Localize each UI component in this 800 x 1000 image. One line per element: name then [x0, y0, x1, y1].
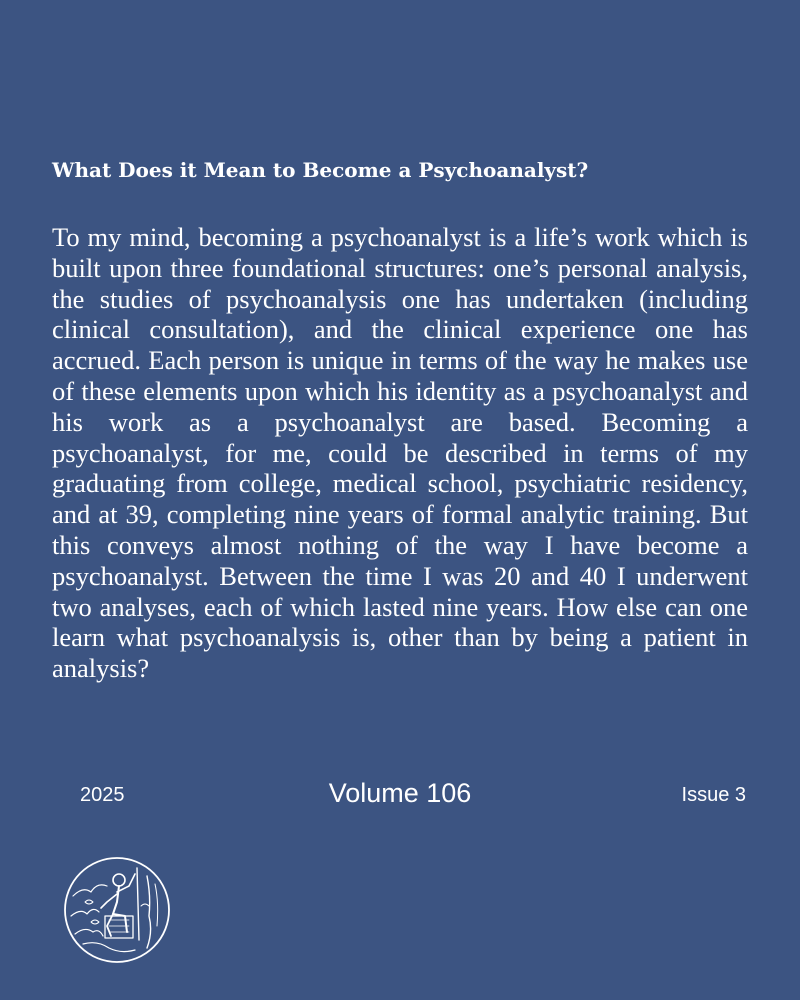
issue-label: Issue 3	[681, 784, 746, 806]
volume-label: Volume 106	[328, 778, 472, 808]
article-body: To my mind, becoming a psychoanalyst is a life’s work which is built upon three foundational structures: one’s personal analysis, the studies of psychoanalysis one has undertaken (including clinical consultation), and the clinical experience one has accrued. Each person is unique in terms of the way he makes use of these elements upon which his identity as a psychoanalyst and his work as a psychoanalyst are based. Becoming a psychoanalyst, for me, could be described in terms of my graduating from college, medical school, psychiatric residency, and at 39, completing nine years of formal analytic training. But this conveys almost nothing of the way I have become a psychoanalyst. Between the time I was 20 and 40 I underwent two analyses, each of which lasted nine years. How else can one learn what psychoanalysis is, other than by being a patient in analysis?	[52, 222, 748, 684]
publication-year: 2025	[80, 784, 125, 806]
seated-figure-seal-icon	[63, 856, 171, 964]
article-title: What Does it Mean to Become a Psychoanalyst?	[52, 158, 589, 182]
